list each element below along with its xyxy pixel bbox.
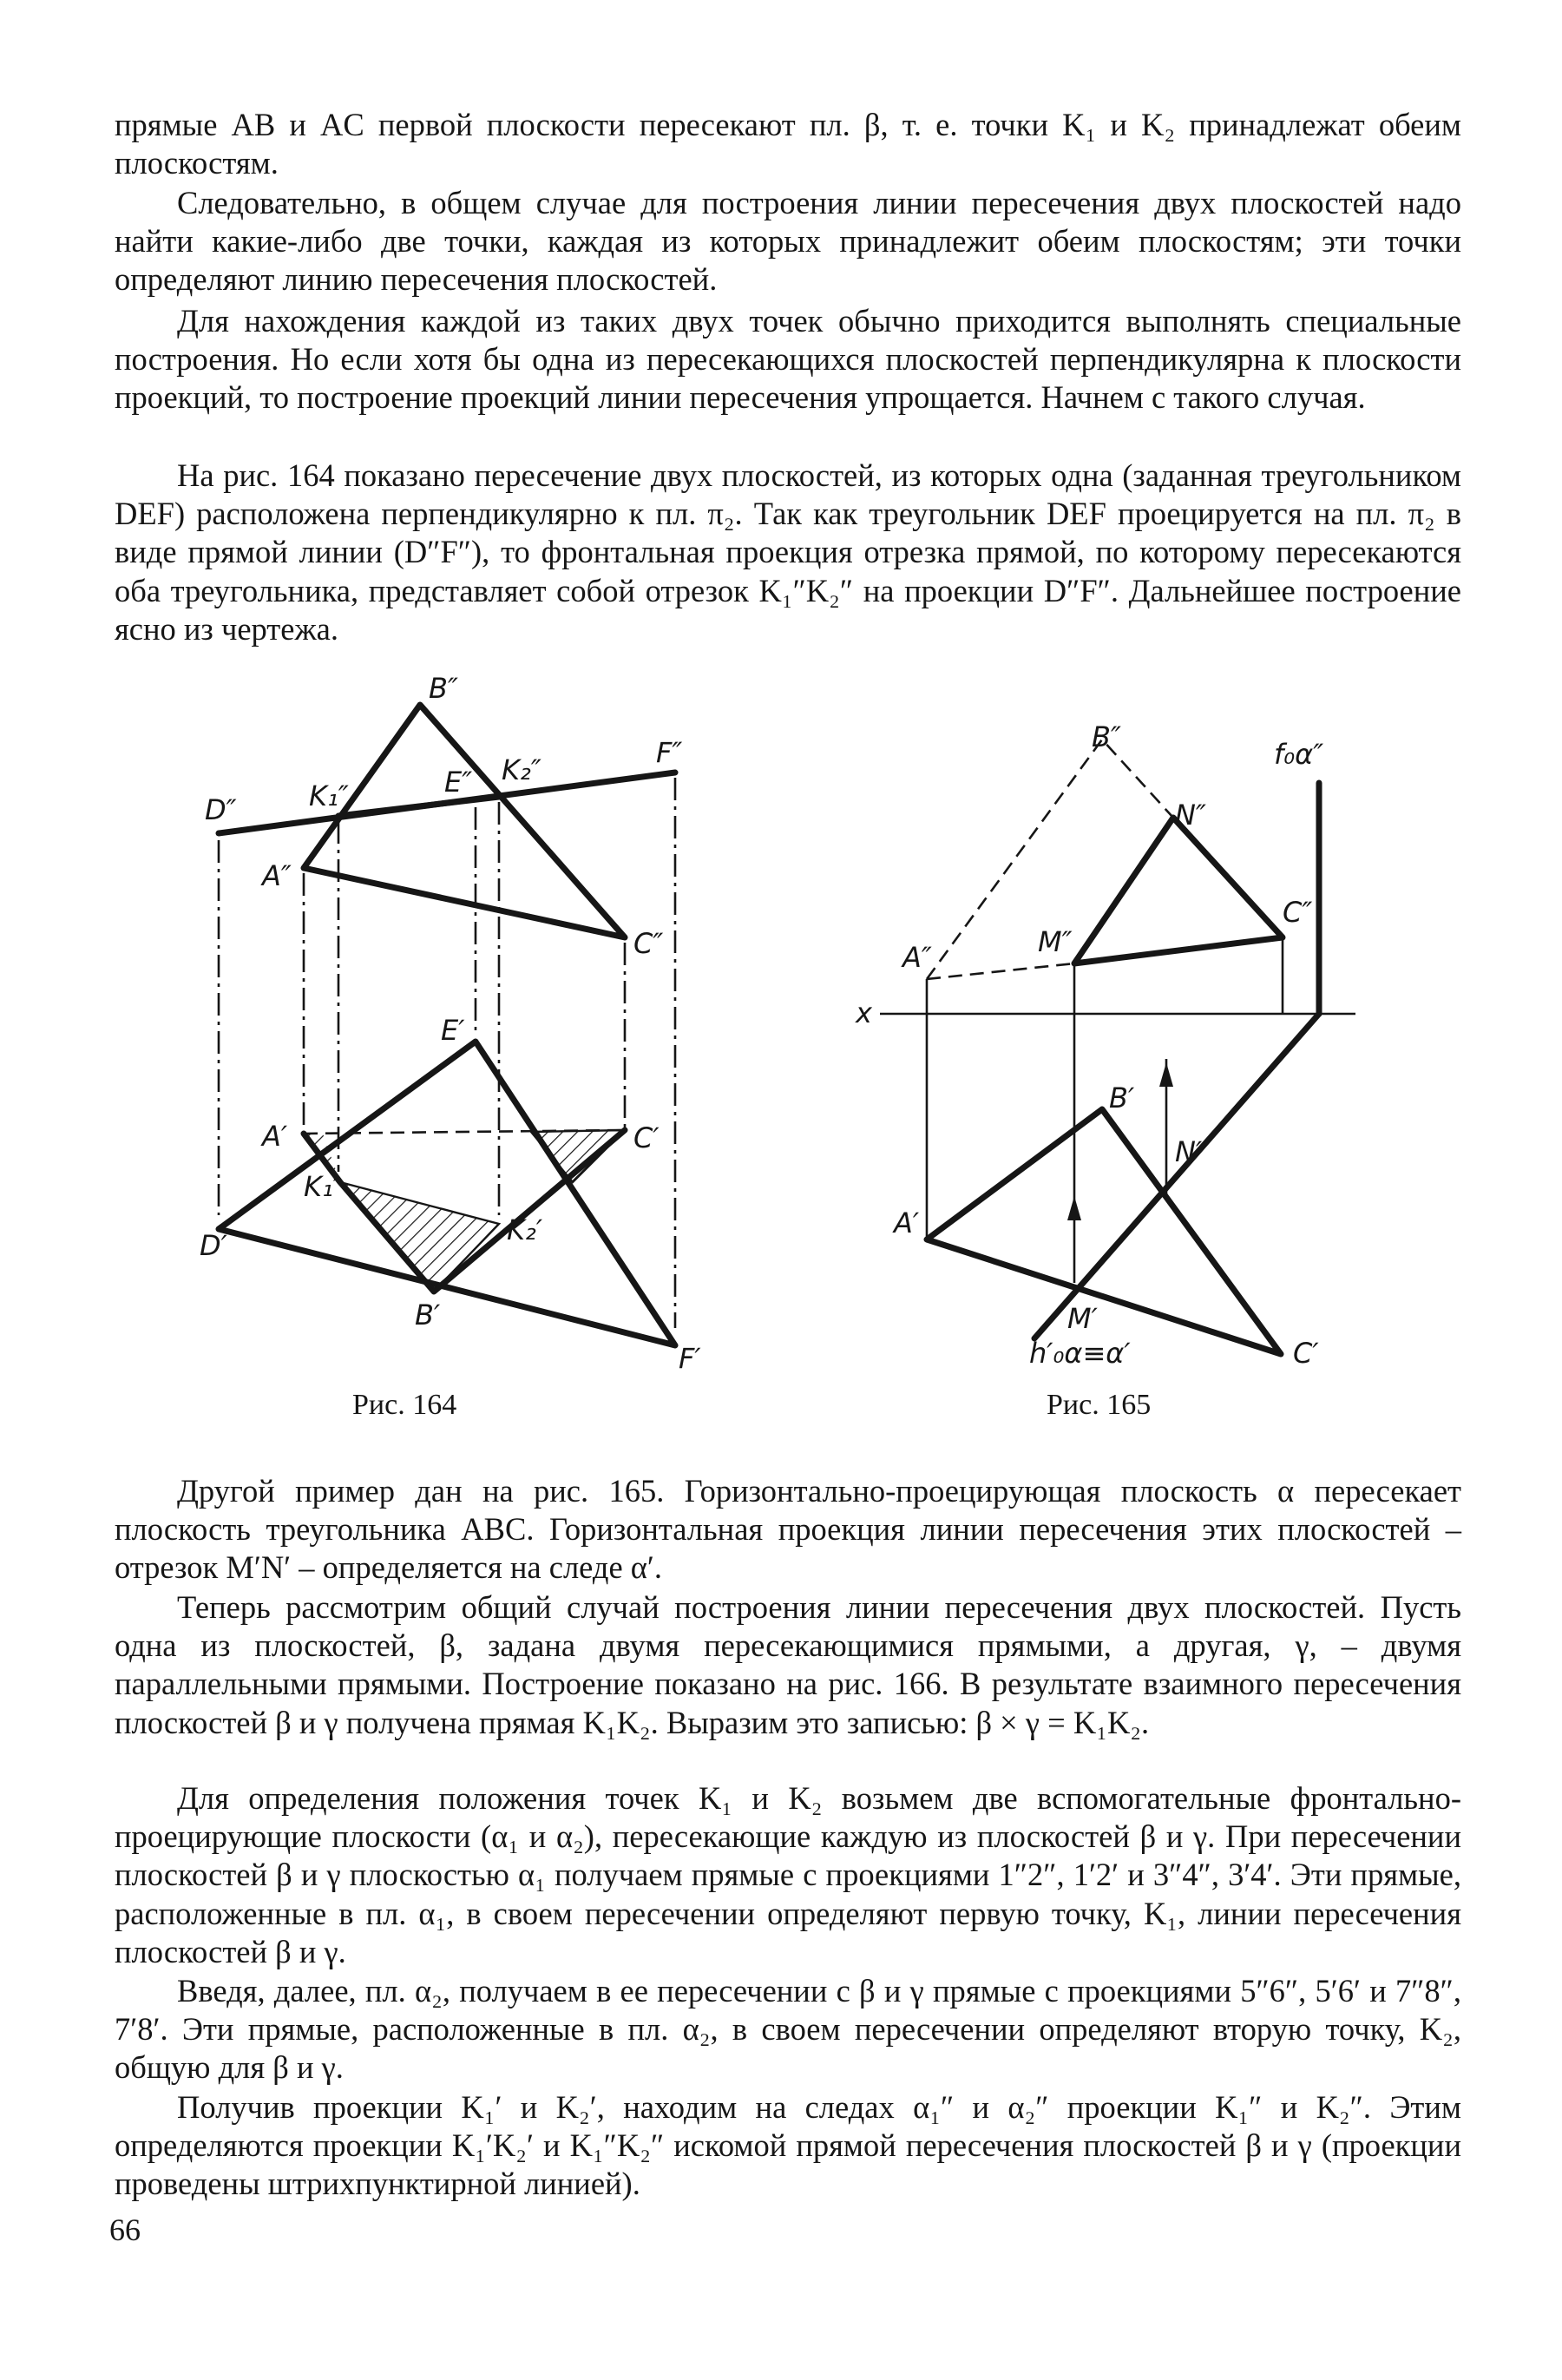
fig165-label-A2: A″ [902, 941, 932, 974]
fig164-label-C2: C″ [633, 927, 664, 960]
fig164-label-K21: K₂′ [507, 1213, 543, 1246]
fig165-horizontal-triangle [927, 1109, 1281, 1354]
fig164-label-K12: K₁″ [309, 779, 349, 812]
fig165-front-hidden [927, 963, 1074, 979]
fig165-caption: Рис. 165 [1047, 1389, 1152, 1421]
fig164-label-A1: A′ [262, 1120, 288, 1153]
fig164-label-E1: E′ [441, 1014, 465, 1047]
paragraph-2: Следовательно, в общем случае для построения линии пересечения двух плоскостей надо найти какие-либо две точки, каждая из которых принадлежит обеим плоскостям; эти точки определяют линию пересечения плоскостей. [115, 185, 1461, 298]
fig165-label-N1: N′ [1175, 1135, 1203, 1168]
fig164-label-A2: A″ [262, 859, 292, 892]
fig164-label-D2: D″ [205, 793, 237, 826]
paragraph-8: Введя, далее, пл. α₂, получаем в ее пересечении с β и γ прямые с проекциями 5″6″, 5′6′ и 7″8″, 7′8′. Эти прямые, расположенные в пл. α₂, в своем пересечении определяют вторую точку, K₂, общую для β и γ. [115, 1973, 1461, 2086]
fig165-label-M2: M″ [1038, 925, 1073, 958]
paragraph-6: Теперь рассмотрим общий случай построения линии пересечения двух плоскостей. Пусть одна из плоскостей, β, задана двумя пересекающимися прямыми, а другая, γ, – двумя параллельными прямыми. Построение показано на рис. 166. В результате взаимного пересечения плоскостей β и γ получена прямая K₁K₂. Выразим это записью: β × γ = K₁K₂. [115, 1589, 1461, 1740]
fig164-label-F1: F′ [679, 1342, 701, 1375]
paragraph-9: Получив проекции K₁′ и K₂′, находим на следах α₁″ и α₂″ проекции K₁″ и K₂″. Этим определяются проекции K₁′K₂′ и K₁″K₂″ искомой прямой пересечения плоскостей β и γ (проекции проведены штрихпунктирной линией). [115, 2089, 1461, 2202]
fig165-trace-h0a [1034, 1014, 1319, 1338]
fig165-label-C2: C″ [1283, 896, 1313, 929]
fig164-label-B2: B″ [429, 672, 458, 705]
fig165-label-C1: C′ [1293, 1337, 1319, 1370]
paragraph-3: Для нахождения каждой из таких двух точек обычно приходится выполнять специальные построения. Но если хотя бы одна из пересекающихся плоскостей перпендикулярна к плоскости проекций, то построение проекций линии пересечения упрощается. Начнем с такого случая. [115, 303, 1461, 416]
fig164-label-C1: C′ [633, 1121, 660, 1154]
paragraph-1: прямые AB и AC первой плоскости пересекают пл. β, т. е. точки K₁ и K₂ принадлежат обеим плоскостям. [115, 107, 1461, 181]
fig165-label-x: x [856, 996, 872, 1029]
fig165-label-M1: M′ [1067, 1302, 1098, 1335]
fig165-label-f0a: f₀α″ [1274, 738, 1324, 771]
page-number: 66 [109, 2212, 141, 2247]
fig164-label-B1: B′ [415, 1298, 441, 1331]
fig165-label-h0a: h′₀α≡α′ [1029, 1337, 1131, 1370]
fig165-label-N2: N″ [1175, 799, 1206, 832]
paragraph-4: На рис. 164 показано пересечение двух плоскостей, из которых одна (заданная треугольником DEF) расположена перпендикулярно к пл. π₂. Так как треугольник DEF проецируется на пл. π₂ в виде прямой линии (D″F″), то фронтальная проекция отрезка прямой, по которому пересекаются оба треугольника, представляет собой отрезок K₁″K₂″ на проекции D″F″. Дальнейшее построение ясно из чертежа. [115, 457, 1461, 647]
fig164-label-E2: E″ [444, 766, 473, 799]
fig164-label-F2: F″ [656, 736, 683, 769]
fig165-label-B1: B′ [1109, 1082, 1135, 1114]
paragraph-5: Другой пример дан на рис. 165. Горизонтально-проецирующая плоскость α пересекает плоскость треугольника ABC. Горизонтальная проекция линии пересечения этих плоскостей – отрезок M′N′ – определяется на следе α′. [115, 1473, 1461, 1586]
fig165-front-visible [1074, 818, 1283, 963]
fig165-label-A1: A′ [894, 1206, 920, 1239]
fig164-label-K11: K₁′ [304, 1170, 340, 1203]
fig165-arrowhead [1067, 1196, 1081, 1220]
fig164-label-K22: K₂″ [502, 753, 541, 786]
paragraph-7: Для определения положения точек K₁ и K₂ возьмем две вспомогательные фронтально-проецирующие плоскости (α₁ и α₂), пересекающие каждую из плоскостей β и γ. При пересечении плоскостей β и γ плоскостью α₁ получаем прямые с проекциями 1″2″, 1′2′ и 3″4″, 3′4′. Эти прямые, расположенные в пл. α₁, в своем пересечении определяют первую точку, K₁, линии пересечения плоскостей β и γ. [115, 1780, 1461, 1969]
fig165-label-B2: B″ [1092, 720, 1121, 753]
fig165-arrowhead [1159, 1062, 1173, 1087]
fig164-label-D1: D′ [200, 1229, 227, 1262]
fig164-caption: Рис. 164 [352, 1389, 457, 1421]
